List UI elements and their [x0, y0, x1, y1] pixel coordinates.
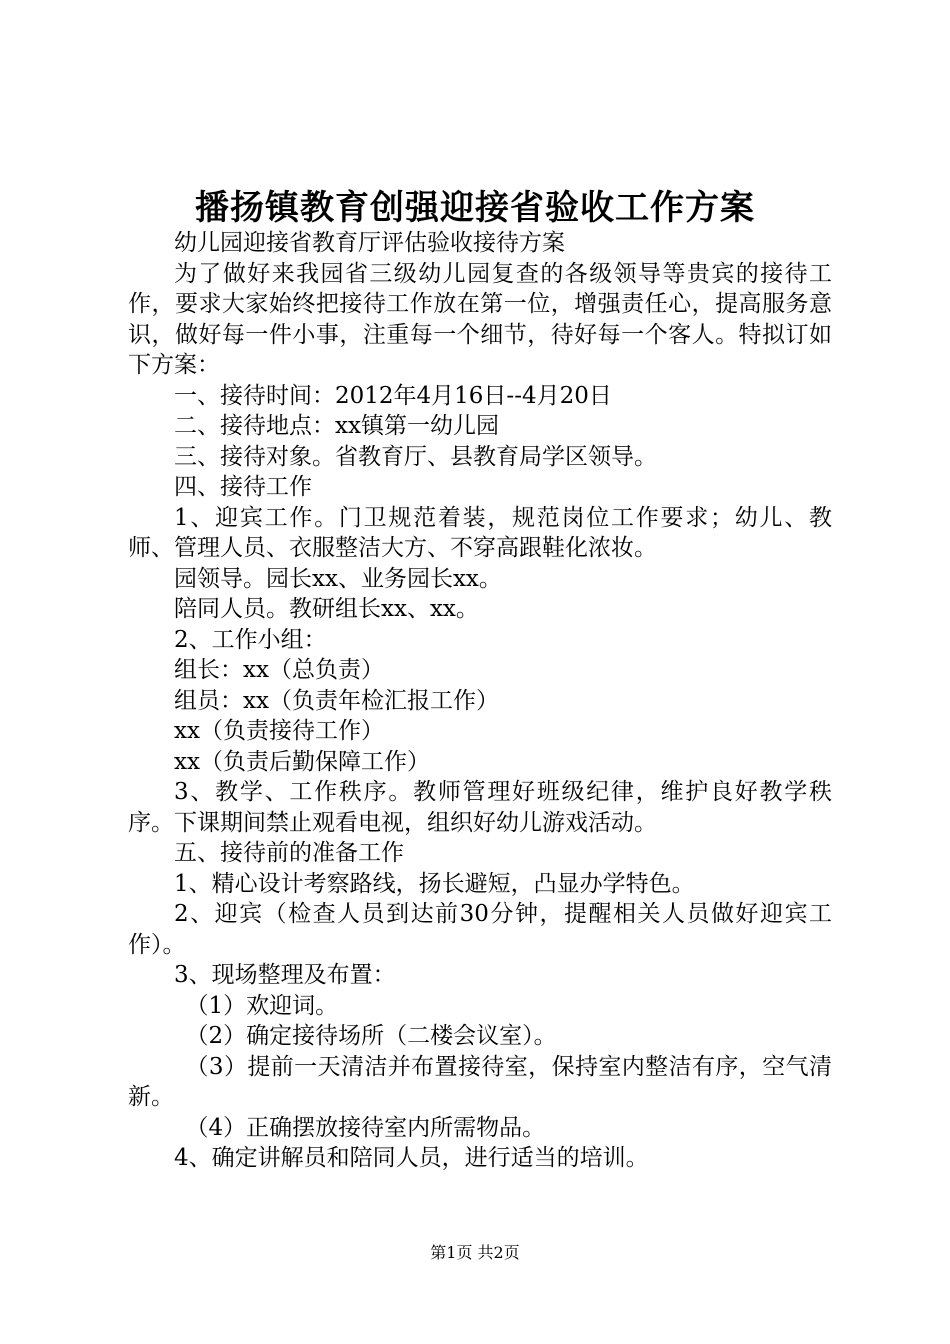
paragraph-subtitle: 幼儿园迎接省教育厅评估验收接待方案: [174, 230, 565, 256]
paragraph-welcome-work: 1、迎宾工作。门卫规范着装，规范岗位工作要求；幼儿、教师、管理人员、衣服整洁大方、不穿高跟鞋化浓妆。: [128, 504, 832, 561]
paragraph-guide-training: 4、确定讲解员和陪同人员，进行适当的培训。: [174, 1145, 649, 1171]
paragraph-reception-venue: （2）确定接待场所（二楼会议室）。: [185, 1023, 557, 1049]
page-number-footer: 第1页 共2页: [430, 1243, 520, 1262]
document-body: [128, 228, 832, 1174]
paragraph-reception-time: 一、接待时间：2012年4月16日--4月20日: [174, 382, 612, 409]
paragraph-reception-location: 二、接待地点：xx镇第一幼儿园: [174, 413, 499, 439]
paragraph-section-five: 五、接待前的准备工作: [174, 840, 404, 866]
paragraph-companions: 陪同人员。教研组长xx、xx。: [174, 596, 479, 622]
paragraph-group-leader: 组长：xx（总负责）: [174, 657, 384, 683]
paragraph-work-group: 2、工作小组：: [174, 626, 327, 653]
paragraph-section-four: 四、接待工作: [174, 474, 312, 500]
paragraph-room-items: （4）正确摆放接待室内所需物品。: [185, 1114, 546, 1141]
paragraph-member-reception: xx（负责接待工作）: [174, 718, 384, 744]
paragraph-teaching-order: 3、教学、工作秩序。教师管理好班级纪律，维护良好教学秩序。下课期间禁止观看电视，组织好幼儿游戏活动。: [128, 779, 832, 836]
paragraph-welcome-guests: 2、迎宾（检查人员到达前30分钟，提醒相关人员做好迎宾工作）。: [128, 901, 832, 958]
paragraph-room-cleaning: （3）提前一天清洁并布置接待室，保持室内整洁有序，空气清新。: [128, 1053, 832, 1110]
paragraph-leaders: 园领导。园长xx、业务园长xx。: [174, 565, 502, 592]
paragraph-reception-target: 三、接待对象。省教育厅、县教育局学区领导。: [174, 443, 657, 470]
paragraph-site-setup: 3、现场整理及布置：: [174, 962, 396, 988]
document-title: 播扬镇教育创强迎接省验收工作方案: [195, 188, 755, 228]
paragraph-welcome-speech: （1）欢迎词。: [185, 992, 339, 1019]
paragraph-group-member: 组员：xx（负责年检汇报工作）: [174, 687, 499, 714]
paragraph-member-logistics: xx（负责后勤保障工作）: [174, 748, 430, 775]
paragraph-intro: 为了做好来我园省三级幼儿园复查的各级领导等贵宾的接待工作，要求大家始终把接待工作放在第一位，增强责任心，提高服务意识，做好每一件小事，注重每一个细节，待好每一个客人。特拟订如下方案：: [128, 260, 832, 378]
paragraph-route-design: 1、精心设计考察路线，扬长避短，凸显办学特色。: [174, 870, 695, 897]
